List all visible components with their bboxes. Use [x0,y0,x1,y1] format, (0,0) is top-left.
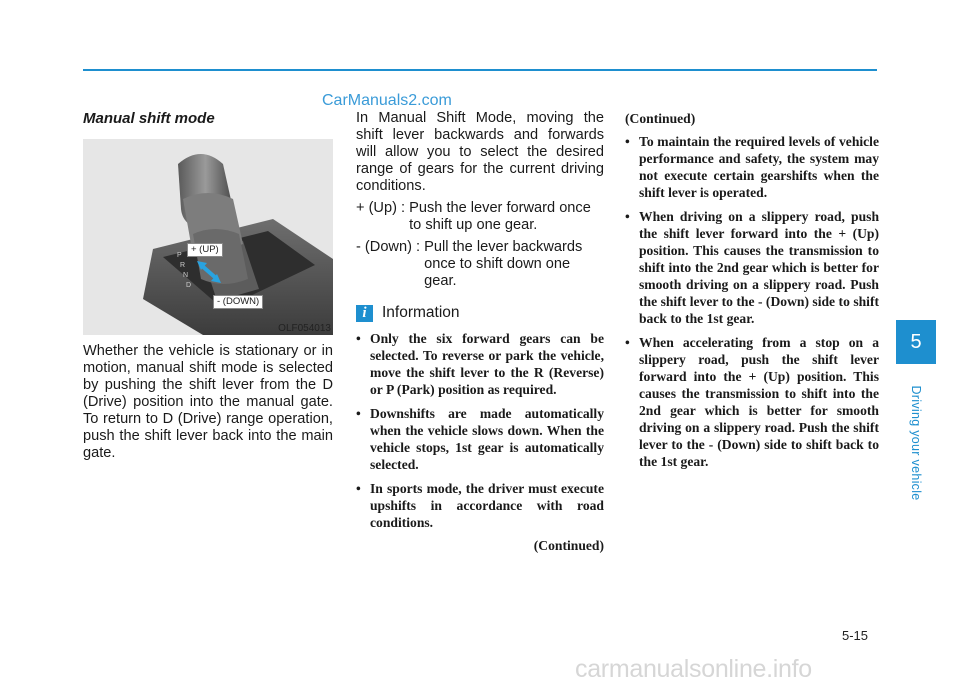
up-key: + (Up) : [356,200,410,216]
continued-list [625,133,879,470]
watermark-bottom[interactable]: carmanualsonline.info [575,655,812,683]
up-definition [356,200,604,234]
watermark-top[interactable]: CarManuals2.com [322,92,452,109]
svg-text:D: D [186,282,192,289]
list-item: • In sports mode, the driver must execute upshifts in accordance with road conditions. [356,480,604,531]
list-item: • When accelerating from a stop on a slippery road, push the shift lever forward into the + (Up) position. This causes the transmission to shift into the 2nd gear which is better for smooth driving on a slippery road. Push the shift lever to the - (Down) side to shift back to the 1st gear. [625,334,879,470]
information-list [356,330,604,531]
manual-mode-paragraph: Whether the vehicle is stationary or in motion, manual shift mode is selected by pushing the shift lever from the D (Drive) position into the manual gate. To return to D (Drive) range operation, push the shift lever back into the main gate. [83,343,333,461]
down-definition [356,239,604,290]
chapter-number-tab[interactable]: 5 [896,320,936,364]
section-title: Manual shift mode [83,110,215,127]
continued-heading: (Continued) [625,111,696,126]
column-1 [83,110,333,462]
svg-text:P: P [177,252,182,259]
list-item: • When driving on a slippery road, push the shift lever forward into the + (Up) position. This causes the transmission to shift into the 2nd gear which is better for smooth driving on a slippery road. Push the shift lever to the - (Down) side to shift back to the 1st gear. [625,208,879,327]
figure-code: OLF054013 [278,323,331,334]
label-up: + (UP) [187,243,223,257]
information-icon: i [356,305,373,322]
svg-text:N: N [183,272,189,279]
column-3 [625,110,879,477]
down-value: Pull the lever backwards once to shift down one gear. [424,239,583,289]
up-value: Push the lever forward once to shift up one gear. [409,200,591,233]
continued-note: (Continued) [533,538,604,553]
page-number: 5-15 [842,628,869,643]
label-down: - (DOWN) [213,295,263,309]
shift-lever-figure [83,139,333,335]
chapter-title: Driving your vehicle [909,385,923,501]
intro-paragraph: In Manual Shift Mode, moving the shift lever backwards and forwards will allow you to select the desired range of gears for the current driving conditions. [356,110,604,194]
down-key: - (Down) : [356,239,425,255]
list-item: • Downshifts are made automatically when the vehicle slows down. When the vehicle stops, 1st gear is automatically selected. [356,405,604,473]
information-header [356,304,604,322]
information-title: Information [382,304,460,321]
shift-lever-illustration [83,139,333,335]
column-2 [356,110,604,554]
list-item: • To maintain the required levels of vehicle performance and safety, the system may not execute certain gearshifts when the shift lever is operated. [625,133,879,201]
chapter-title-side [906,378,926,508]
svg-text:R: R [180,262,186,269]
list-item: • Only the six forward gears can be selected. To reverse or park the vehicle, move the shift lever to the R (Reverse) or P (Park) position as required. [356,330,604,398]
header-rule [83,69,877,71]
